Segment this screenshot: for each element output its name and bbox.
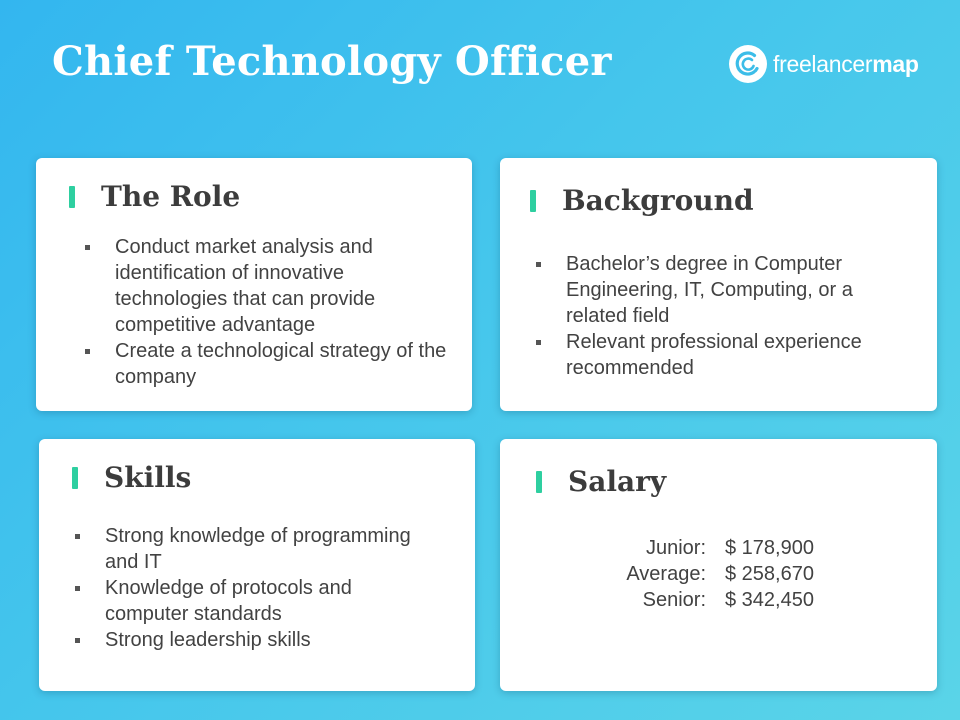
skills-title: Skills (104, 461, 192, 494)
role-card (36, 158, 472, 411)
freelancermap-logo-icon (727, 43, 769, 85)
background-list-item: Bachelor’s degree in Computer Engineering, IT, Computing, or a related field (534, 251, 874, 329)
background-accent-bar (530, 190, 536, 212)
salary-table (600, 535, 814, 613)
background-list (534, 251, 874, 381)
role-list-item: Conduct market analysis and identification of innovative technologies that can provide competitive advantage (83, 234, 453, 338)
skills-accent-bar (72, 467, 78, 489)
skills-card (39, 439, 475, 691)
skills-header (72, 461, 191, 494)
background-card (500, 158, 937, 411)
skills-list-item: Knowledge of protocols and computer standards (73, 575, 413, 627)
logo-text-bold: map (872, 50, 919, 77)
background-title: Background (562, 184, 754, 217)
salary-amount: $ 178,900 (725, 537, 814, 559)
salary-row (600, 561, 814, 587)
salary-amount: $ 258,670 (725, 563, 814, 585)
role-accent-bar (69, 186, 75, 208)
page-title: Chief Technology Officer (52, 38, 612, 85)
freelancermap-logo (727, 43, 919, 85)
skills-list (73, 523, 413, 653)
salary-title: Salary (568, 465, 667, 498)
salary-amount: $ 342,450 (725, 589, 814, 611)
skills-list-item: Strong knowledge of programming and IT (73, 523, 413, 575)
role-title: The Role (101, 180, 241, 213)
salary-level: Senior: (642, 589, 706, 611)
salary-header (536, 465, 666, 498)
logo-text-light: freelancer (773, 50, 873, 77)
background-header (530, 184, 754, 217)
salary-row (600, 535, 814, 561)
salary-card (500, 439, 937, 691)
salary-row (600, 587, 814, 613)
skills-list-item: Strong leadership skills (73, 627, 413, 653)
role-header (69, 180, 240, 213)
background-list-item: Relevant professional experience recommended (534, 329, 874, 381)
role-list-item: Create a technological strategy of the company (83, 338, 453, 390)
salary-accent-bar (536, 471, 542, 493)
salary-level: Junior: (645, 537, 706, 559)
role-list (83, 234, 453, 390)
logo-wordmark (773, 51, 919, 78)
salary-level: Average: (626, 563, 706, 585)
